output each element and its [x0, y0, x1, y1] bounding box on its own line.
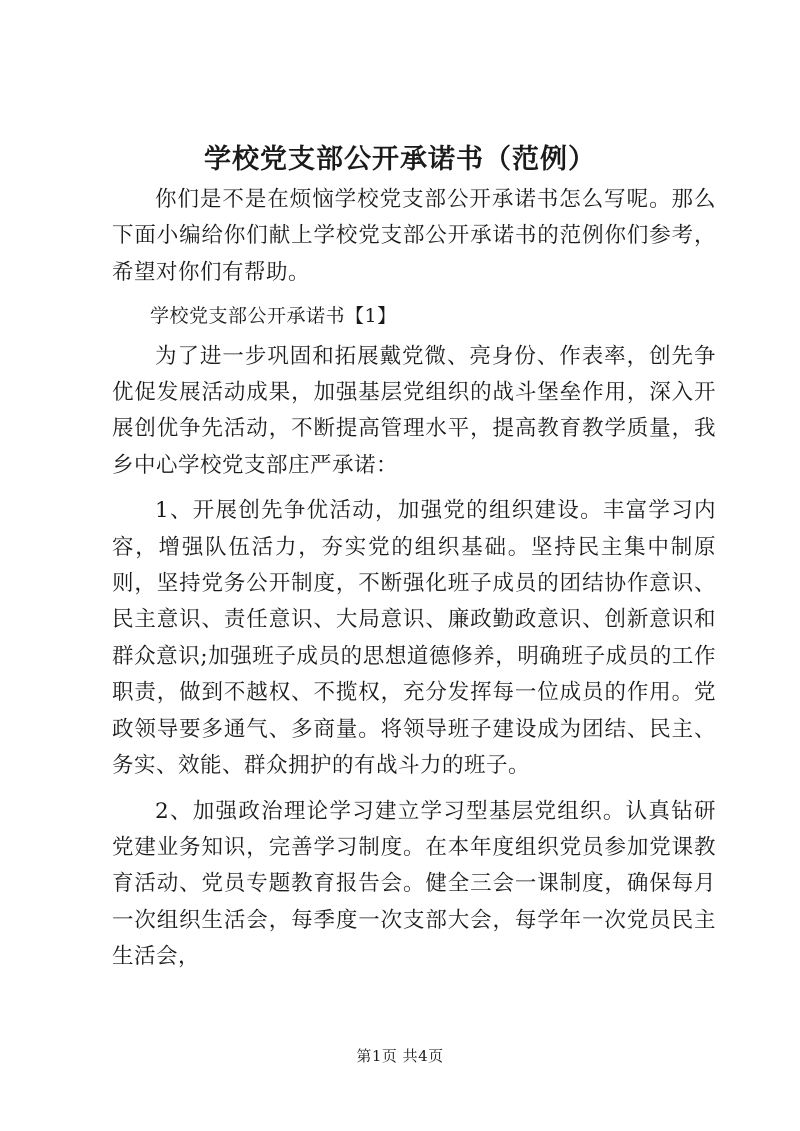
document-title: 学校党支部公开承诺书（范例）	[204, 144, 596, 175]
document-body	[112, 182, 716, 976]
intro-paragraph: 你们是不是在烦恼学校党支部公开承诺书怎么写呢。那么下面小编给你们献上学校党支部公开承诺书的范例你们参考，希望对你们有帮助。	[112, 187, 716, 285]
body-paragraph-2: 1、开展创先争优活动，加强党的组织建设。丰富学习内容，增强队伍活力，夯实党的组织基础。坚持民主集中制原则，坚持党务公开制度，不断强化班子成员的团结协作意识、民主意识、责任意识、大局意识、廉政勤政意识、创新意识和群众意识;加强班子成员的思想道德修养，明确班子成员的工作职责，做到不越权、不揽权，充分发挥每一位成员的作用。党政领导要多通气、多商量。将领导班子建设成为团结、民主、务实、效能、群众拥护的有战斗力的班子。	[112, 498, 716, 779]
section-heading: 学校党支部公开承诺书【1】	[150, 305, 397, 328]
body-paragraph-3: 2、加强政治理论学习建立学习型基层党组织。认真钻研党建业务知识，完善学习制度。在本年度组织党员参加党课教育活动、党员专题教育报告会。健全三会一课制度，确保每月一次组织生活会，每季度一次支部大会，每学年一次党员民主生活会，	[112, 798, 716, 970]
page-footer: 第1页 共4页	[356, 1047, 444, 1065]
body-paragraph-1: 为了进一步巩固和拓展戴党微、亮身份、作表率，创先争优促发展活动成果，加强基层党组织的战斗堡垒作用，深入开展创优争先活动，不断提高管理水平，提高教育教学质量，我乡中心学校党支部庄严承诺：	[112, 343, 716, 478]
